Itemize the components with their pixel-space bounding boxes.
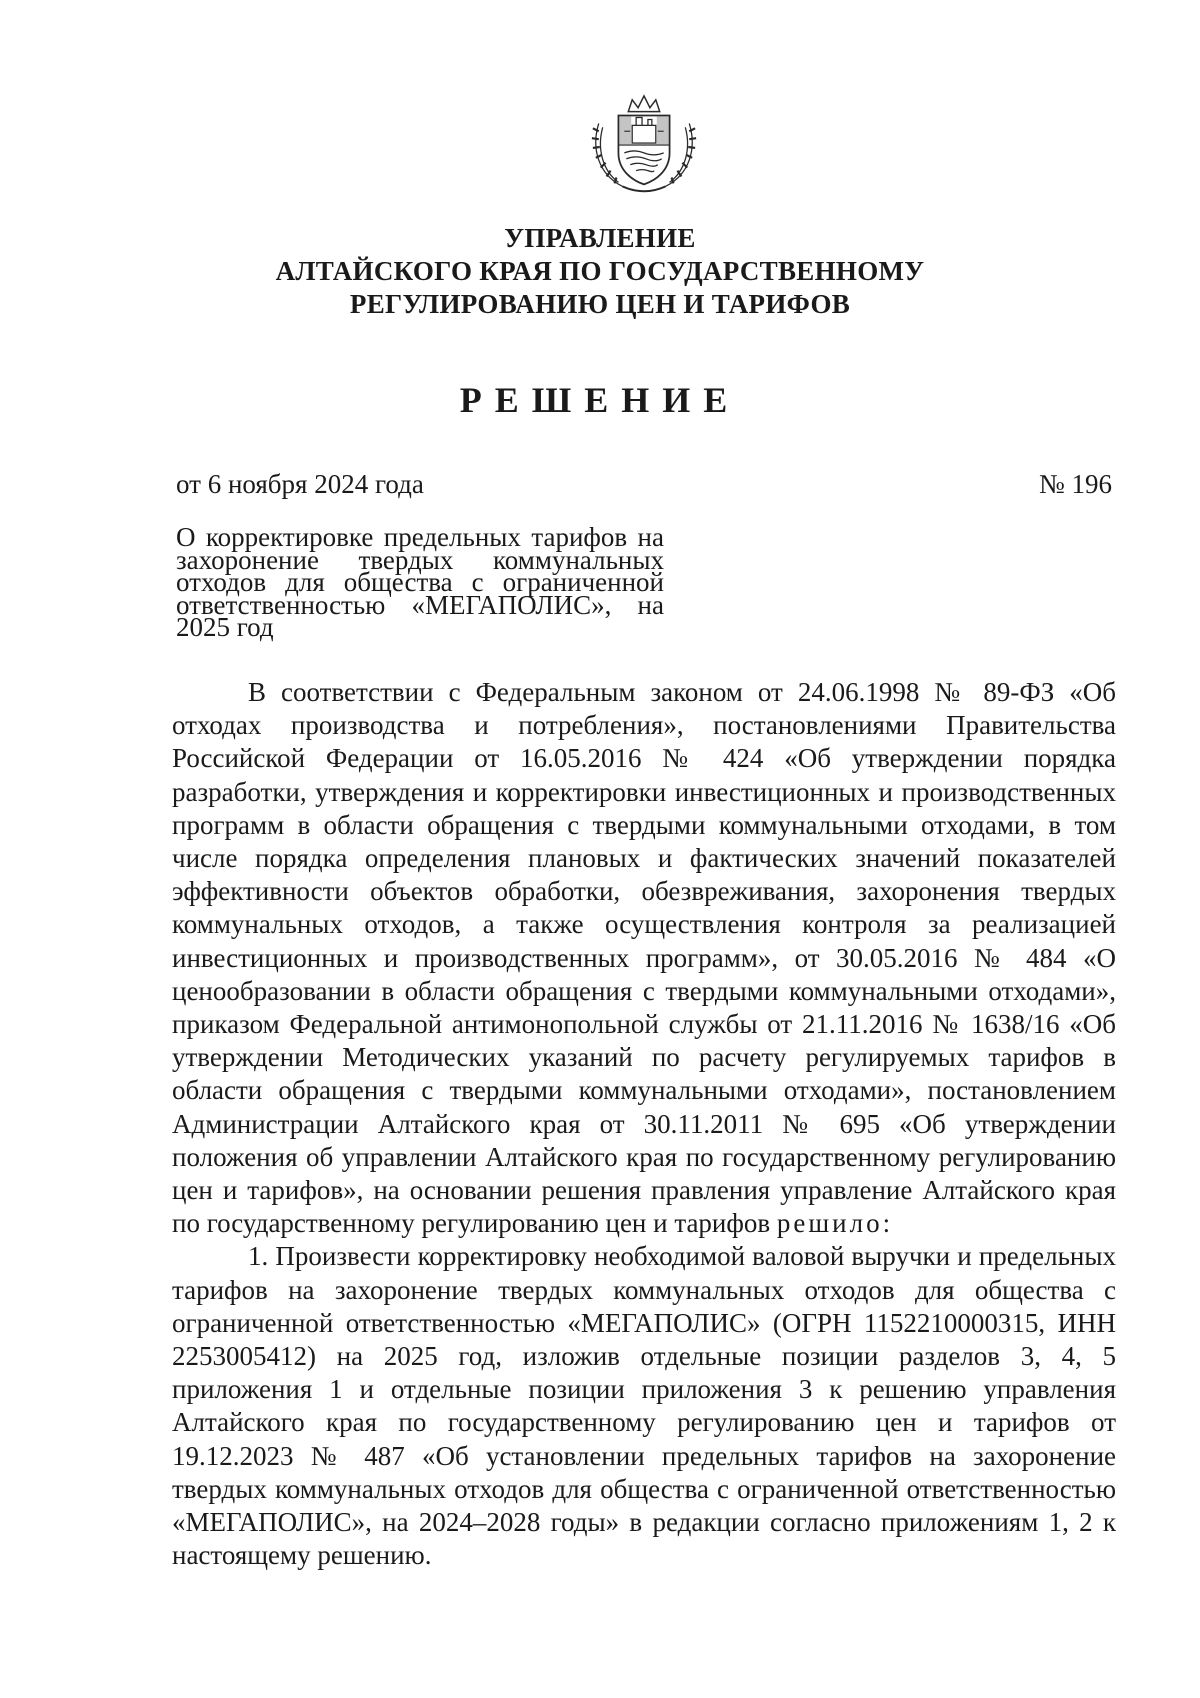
authority-line-1: УПРАВЛЕНИЕ [504,223,696,253]
authority-line-2: АЛТАЙСКОГО КРАЯ ПО ГОСУДАРСТВЕННОМУ [275,256,925,286]
document-number: № 196 [1038,469,1112,499]
document-subject: О корректировке предельных тарифов на захоронение твердых коммунальных отходов для общества с ограниченной ответственностью «МЕГАПОЛИС», на 2025 год [176,522,664,642]
document-type-title: РЕШЕНИЕ [459,380,741,420]
preamble-text: В соответствии с Федеральным законом от 24.06.1998 № 89-ФЗ «Об отходах производства и потребления», постановлениями Правительства Российской Федерации от 16.05.2016 № 424 «Об утверждении порядка разработки, утверждения и корректировки инвестиционных и производственных программ в области обращения с твердыми коммунальными отходами, в том числе порядка определения плановых и фактических значений показателей эффективности объектов обработки, обезвреживания, захоронения твердых коммунальных отходов, а также осуществления контроля за реализацией инвестиционных и производственных программ», от 30.05.2016 № 484 «О ценообразовании в области обращения с твердыми коммунальными отходами», приказом Федеральной антимонопольной службы от 21.11.2016 № 1638/16 «Об утверждении Методических указаний по расчету регулируемых тарифов в области обращения с твердыми коммунальными отходами», постановлением Администрации Алтайского края от 30.11.2011 № 695 «Об утверждении положения об управлении Алтайского края по государственному регулированию цен и тарифов», на основании решения правления управление Алтайского края по государственному регулированию цен и тарифов [172,677,1116,1239]
item-1-paragraph: 1. Произвести корректировку необходимой валовой выручки и предельных тарифов на захоронение твердых коммунальных отходов для общества с ограниченной ответственностью «МЕГАПОЛИС» (ОГРН 1152210000315, ИНН 2253005412) на 2025 год, изложив отдельные позиции разделов 3, 4, 5 приложения 1 и отдельные позиции приложения 3 к решению управления Алтайского края по государственному регулированию цен и тарифов от 19.12.2023 № 487 «Об установлении предельных тарифов на захоронение твердых коммунальных отходов для общества с ограниченной ответственностью «МЕГАПОЛИС», на 2024–2028 годы» в редакции согласно приложениям 1, 2 к настоящему решению. [172,1241,1116,1571]
resolved-word: решило: [776,1208,894,1239]
authority-line-3: РЕГУЛИРОВАНИЮ ЦЕН И ТАРИФОВ [349,289,851,319]
altai-krai-coat-of-arms-icon [585,88,703,206]
preamble-paragraph [172,676,1116,1240]
document-date: от 6 ноября 2024 года [176,469,424,499]
document-body [172,676,1116,1572]
issuing-authority [0,222,1200,321]
